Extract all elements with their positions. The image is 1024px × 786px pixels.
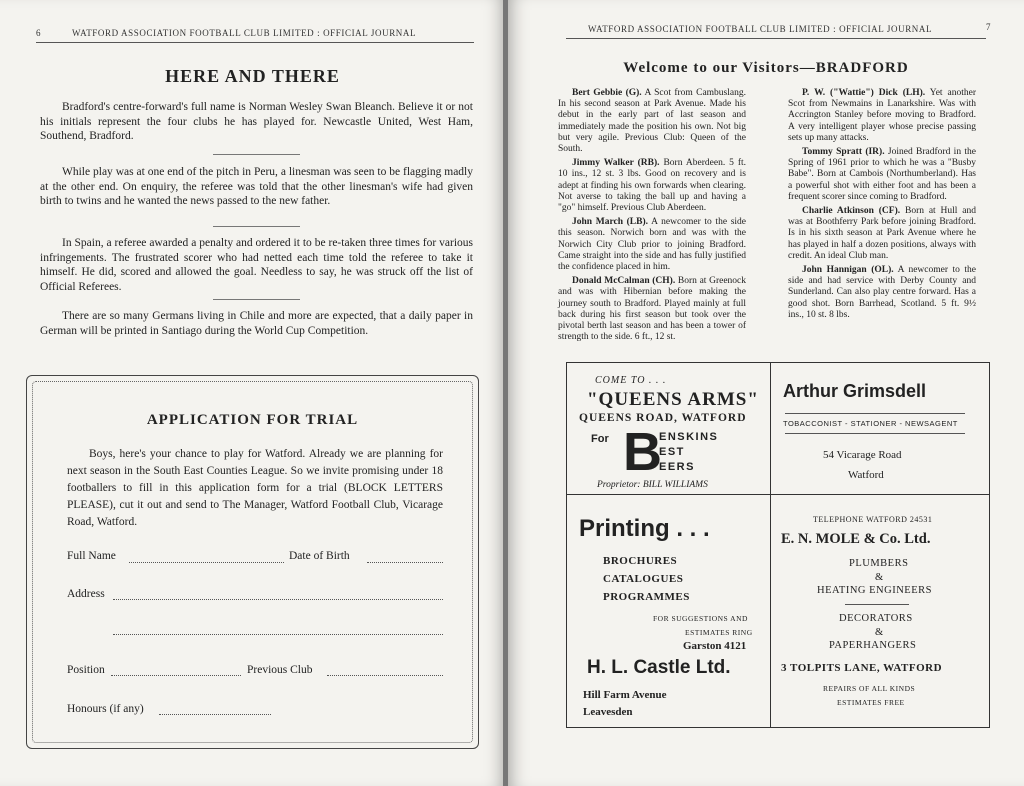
date-of-birth-label: Date of Birth: [289, 550, 350, 562]
full-name-field[interactable]: [129, 562, 284, 563]
player-entry: P. W. ("Wattie") Dick (LH). Yet another Scot from Newmains in Lanarkshire. Was with Accrington Stanley before moving to Bradford. A very intelligent player whose precise passing sets up many attacks.: [788, 88, 976, 143]
mole-address: 3 TOLPITS LANE, WATFORD: [781, 662, 943, 674]
queens-arms-name: "QUEENS ARMS": [587, 389, 759, 410]
page-number: 6: [36, 28, 41, 38]
player-column-right: [788, 88, 976, 324]
benskins-line-3: EERS: [659, 461, 695, 473]
print-item: BROCHURES: [603, 555, 678, 567]
left-page: [0, 0, 505, 786]
article-paragraph: While play was at one end of the pitch in Peru, a linesman was seen to be flagging madly at the other end. On enquiry, the referee was told that the other linesman's wife had given birth to twins and he wanted the news passed to the new father.: [40, 166, 473, 207]
player-entry: Jimmy Walker (RB). Born Aberdeen. 5 ft. 10 ins., 12 st. 3 lbs. Good on recovery and is adept at finding his own forwards when clearing. Not averse to taking the ball up and having a "go" himself. Previous Club Aberdeen.: [558, 158, 747, 214]
print-item: CATALOGUES: [603, 573, 684, 585]
grimsdell-address-2: Watford: [848, 469, 884, 481]
player-entry: Donald McCalman (CH). Born at Greenock and was with Hibernian before making the journey south to Bradford. Played mainly at full back during his first season but took over the pivotal berth last season and has been a tower of strength to the side. 6 ft., 12 st.: [558, 276, 747, 343]
player-entry: John March (LB). A newcomer to the side this season. Norwich born and was with the Norwich City Club prior to joining Bradford. Came straight into the side and has fully justified the confidence placed in him.: [558, 217, 746, 273]
trial-text: Boys, here's your chance to play for Watford. Already we are planning for next season in the South East Counties League. So we invite promising under 18 footballers to fill in this application form for a trial (BLOCK LETTERS PLEASE), cut it out and send to The Manager, Watford Football Club, Vicarage Road, Watford.: [67, 448, 443, 528]
here-and-there-title: HERE AND THERE: [165, 66, 340, 86]
mole-trade: DECORATORS: [839, 613, 913, 624]
queens-arms-address: QUEENS ROAD, WATFORD: [579, 412, 747, 424]
mole-telephone: TELEPHONE WATFORD 24531: [813, 515, 933, 524]
castle-address-1: Hill Farm Avenue: [583, 689, 667, 701]
date-of-birth-field[interactable]: [367, 562, 443, 563]
grimsdell-rule: [785, 413, 965, 414]
player-column-left: [558, 88, 746, 346]
player-entry: Tommy Spratt (IR). Joined Bradford in the Spring of 1961 prior to which he was a "Busby Babe". Born at Cambois (Northumberland). Has a powerful shot with either foot and has been a frequent scorer since coming to Bradford.: [788, 147, 977, 202]
printing-headline: Printing . . .: [579, 515, 710, 542]
mole-trade: PAPERHANGERS: [829, 640, 917, 651]
previous-club-field[interactable]: [327, 675, 443, 676]
right-page: [508, 0, 1024, 786]
position-label: Position: [67, 664, 105, 676]
honours-label: Honours (if any): [67, 703, 144, 715]
mole-ampersand: &: [875, 627, 884, 638]
honours-field[interactable]: [159, 714, 271, 715]
address-label: Address: [67, 588, 105, 600]
trial-title: APPLICATION FOR TRIAL: [146, 412, 359, 428]
page-number: 7: [986, 22, 991, 32]
castle-address-2: Leavesden: [583, 706, 633, 718]
header-rule: [566, 38, 986, 39]
address-field[interactable]: [113, 599, 443, 600]
mole-ampersand: &: [875, 572, 884, 583]
proprietor: Proprietor: BILL WILLIAMS: [597, 480, 708, 490]
benskins-line-2: EST: [659, 446, 685, 458]
article-paragraph: Bradford's centre-forward's full name is Norman Wesley Swan Bleanch. Believe it or not his initials represent the four clubs he has played for. Newcastle United, West Ham, Southend, Bradford.: [40, 101, 473, 142]
header-rule: [36, 42, 474, 43]
grimsdell-trade: TOBACCONIST - STATIONER - NEWSAGENT: [783, 419, 958, 428]
grimsdell-address-1: 54 Vicarage Road: [823, 449, 902, 461]
mole-rule: [845, 604, 909, 605]
article-paragraph: In Spain, a referee awarded a penalty and ordered it to be re-taken three times for various infringements. The frustrated scorer who had netted each time told the referee to take it himself. He did, scored and allowed the goal. Needless to say, he was struck off the list of Official Referees.: [40, 237, 473, 293]
grimsdell-rule: [785, 433, 965, 434]
position-field[interactable]: [111, 675, 241, 676]
player-entry: Charlie Atkinson (CF). Born at Hull and was at Boothferry Park before joining Bradford. Is in his sixth season at Park Avenue where he has played in half a dozen positions, always with credit. An ideal Club man.: [788, 206, 977, 261]
advertisements: [566, 362, 990, 728]
full-name-label: Full Name: [67, 550, 116, 562]
player-entry: John Hannigan (OL). A newcomer to the side and had service with Derby County and Sunderland. Can also play centre forward. Has a good shot. Born Barrhead, Scotland. 5 ft. 9½ ins., 10 st. 8 lbs.: [788, 265, 976, 320]
divider: [213, 299, 300, 300]
trial-application-form: [26, 375, 479, 749]
grimsdell-name: Arthur Grimsdell: [783, 381, 927, 401]
address-field-line-2[interactable]: [113, 634, 443, 635]
player-entry: Bert Gebbie (G). A Scot from Cambuslang. In his second season at Park Avenue. Made his debut in the early part of last season and immediately made the position his own. Not big but very agile. Previous Club: Queen of the South.: [558, 88, 746, 155]
mole-estimates: ESTIMATES FREE: [837, 698, 905, 707]
divider: [213, 154, 300, 155]
previous-club-label: Previous Club: [247, 664, 313, 676]
for-label: For: [591, 433, 609, 445]
come-to-text: COME TO . . .: [595, 375, 667, 386]
castle-phone: Garston 4121: [683, 640, 747, 652]
suggestion-text: FOR SUGGESTIONS AND: [653, 614, 748, 623]
mole-trade: PLUMBERS: [849, 558, 909, 569]
mole-name: E. N. MOLE & Co. Ltd.: [781, 531, 931, 547]
divider: [213, 226, 300, 227]
estimates-text: ESTIMATES RING: [685, 628, 753, 637]
ad-divider-horizontal: [567, 494, 989, 495]
print-item: PROGRAMMES: [603, 591, 690, 603]
running-head: WATFORD ASSOCIATION FOOTBALL CLUB LIMITED : OFFICIAL JOURNAL: [72, 28, 417, 38]
article-paragraph: There are so many Germans living in Chile and more are expected, that a daily paper in German will be printed in Santiago during the World Cup Competition.: [40, 310, 473, 337]
mole-trade: HEATING ENGINEERS: [817, 585, 932, 596]
benskins-logo-b: B: [623, 422, 662, 482]
running-head: WATFORD ASSOCIATION FOOTBALL CLUB LIMITED : OFFICIAL JOURNAL: [588, 24, 933, 34]
ad-divider-vertical: [770, 363, 771, 727]
castle-name: H. L. Castle Ltd.: [587, 657, 731, 678]
benskins-line-1: ENSKINS: [659, 431, 719, 443]
mole-repairs: REPAIRS OF ALL KINDS: [823, 684, 916, 693]
welcome-title: Welcome to our Visitors—BRADFORD: [623, 60, 909, 76]
